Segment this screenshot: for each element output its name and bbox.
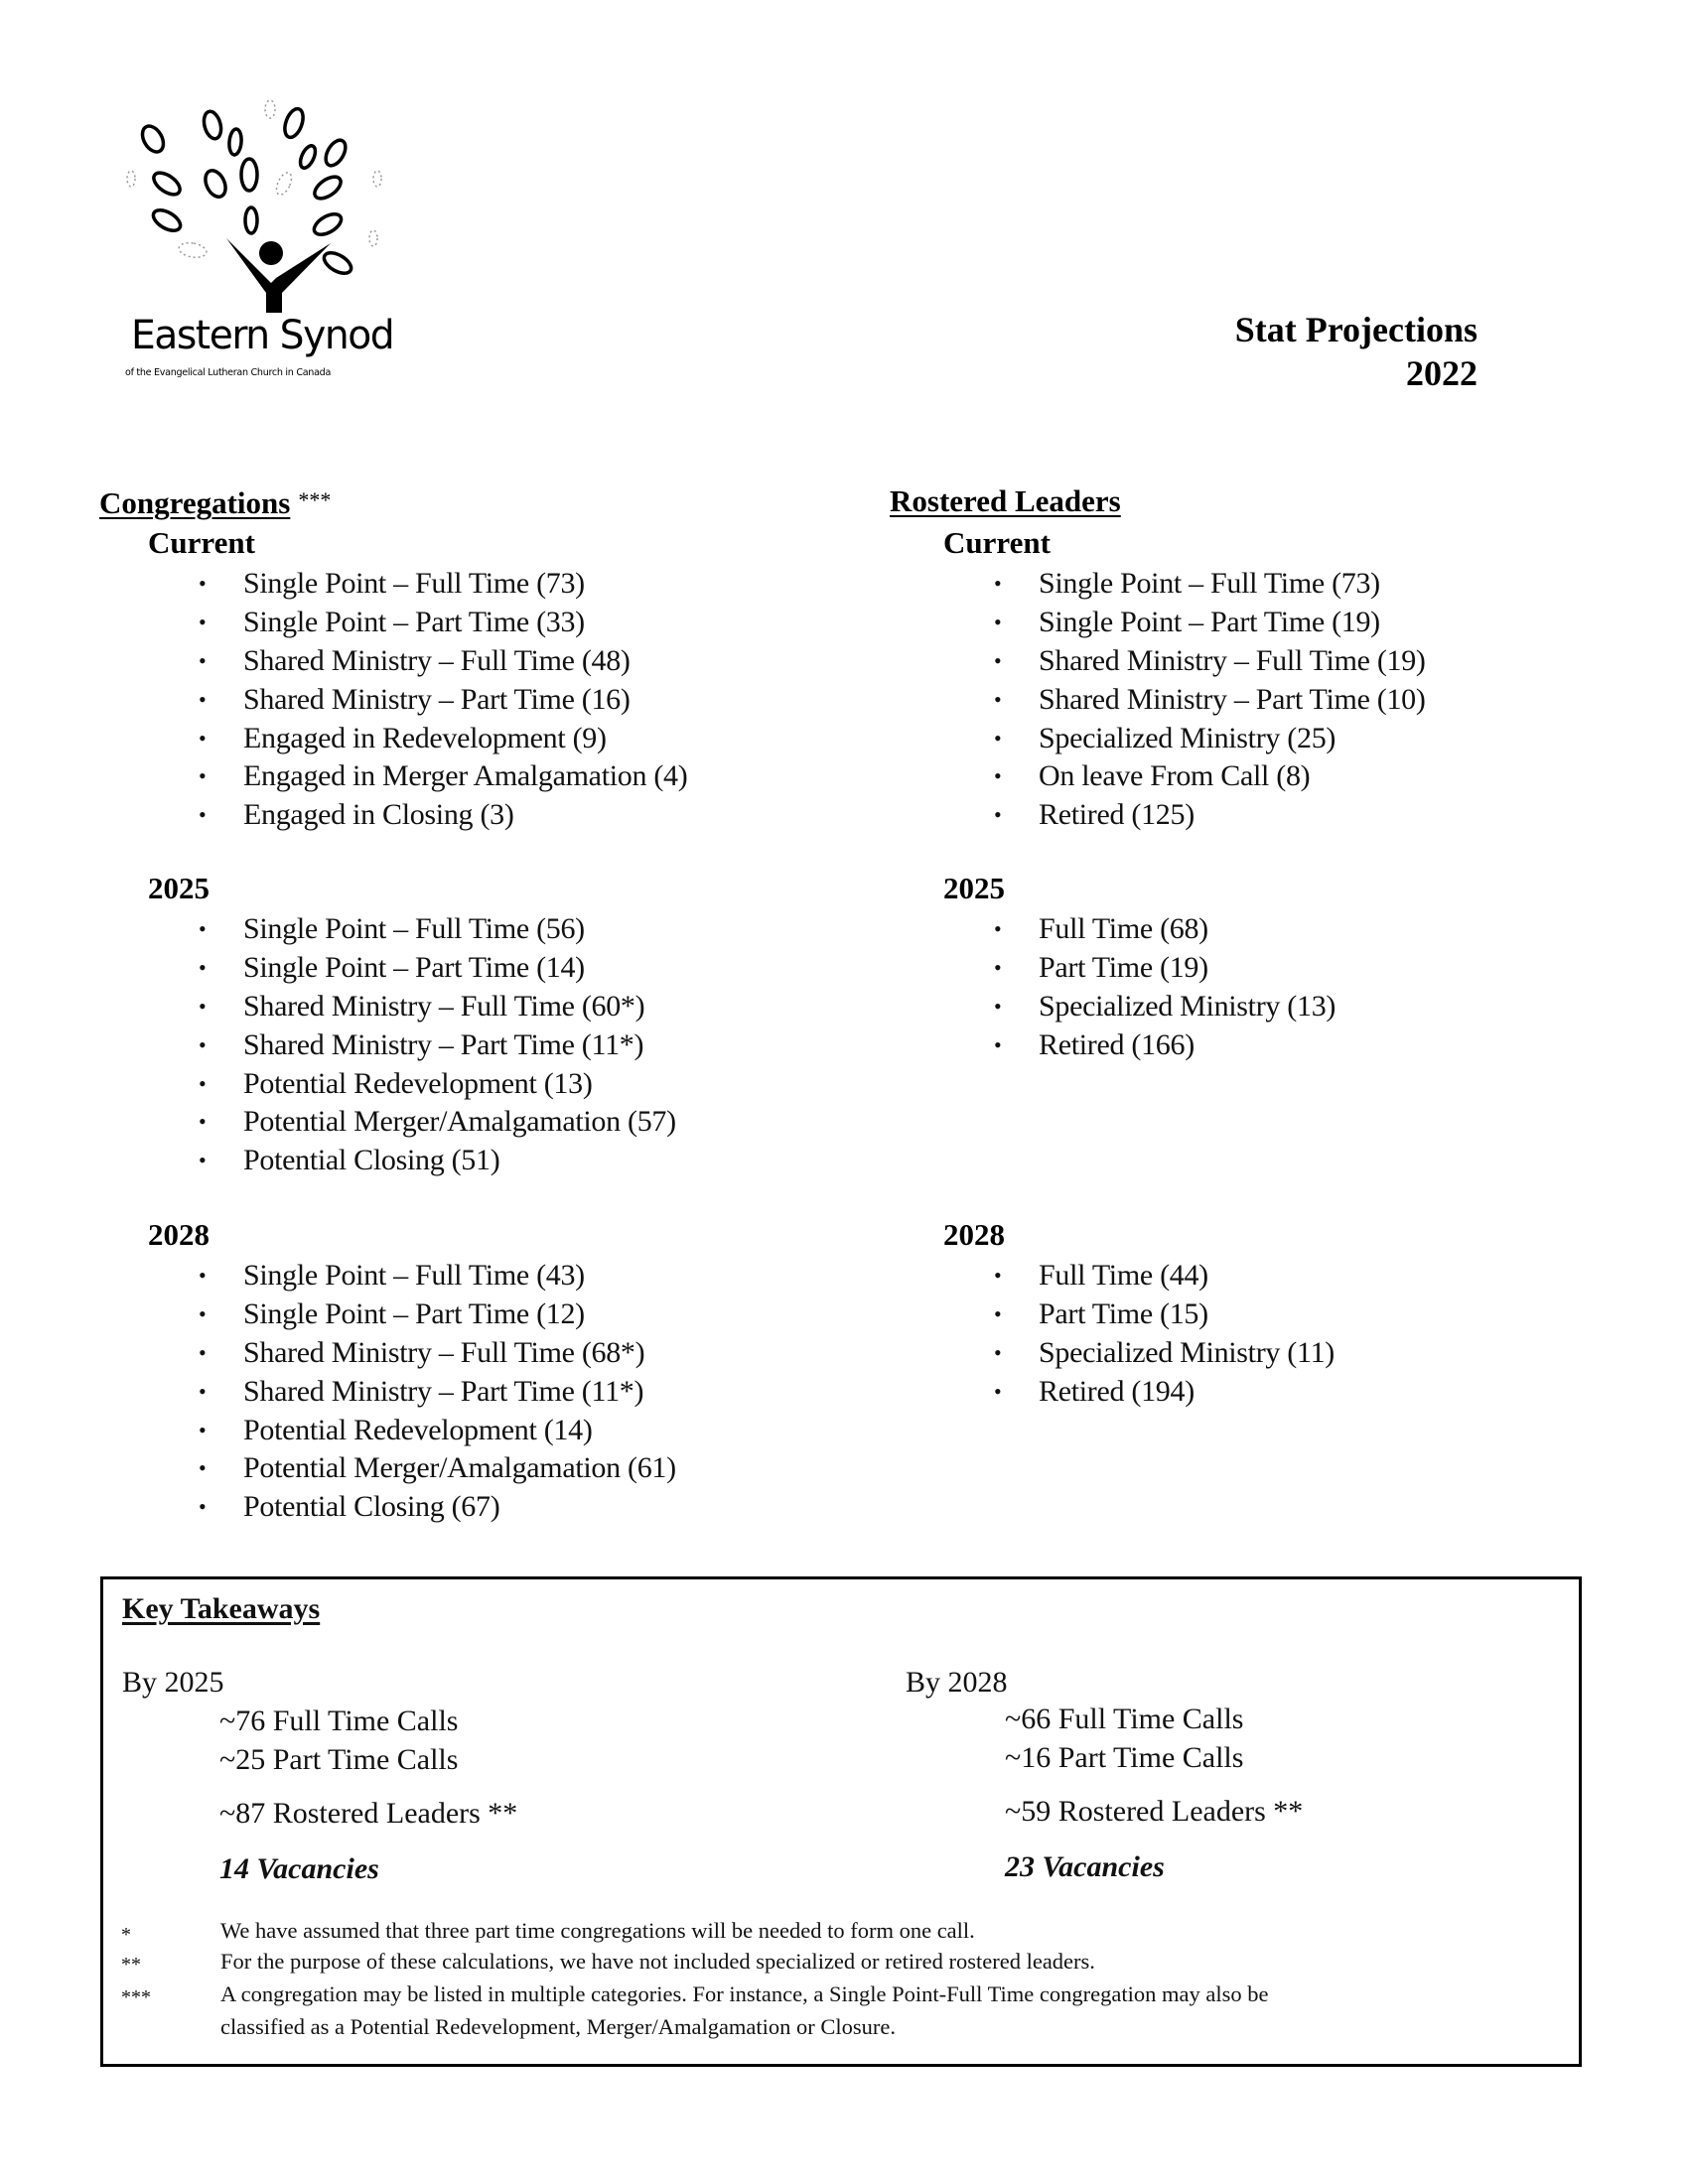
bullet-icon: • xyxy=(199,1109,207,1135)
takeaway-2028-vacancies: 23 Vacancies xyxy=(1005,1850,1165,1883)
list-item: • Potential Closing (51) xyxy=(199,1142,834,1180)
bullet-icon: • xyxy=(199,686,207,712)
footnote-text: We have assumed that three part time congregations will be needed to form one call. xyxy=(220,1918,975,1943)
bullet-icon: • xyxy=(199,725,207,751)
bullet-icon: • xyxy=(199,609,207,634)
takeaway-2028-label: By 2028 xyxy=(906,1666,1008,1699)
bullet-icon: • xyxy=(199,954,207,980)
list-item: • Potential Redevelopment (14) xyxy=(199,1412,834,1450)
bullet-icon: • xyxy=(199,1455,207,1481)
bullet-icon: • xyxy=(199,1339,207,1365)
eastern-synod-logo xyxy=(117,79,395,387)
rostered-2025-heading: 2025 xyxy=(943,871,1005,905)
takeaway-2025-full-time: ~76 Full Time Calls xyxy=(219,1705,459,1737)
list-item: • Engaged in Merger Amalgamation (4) xyxy=(199,757,834,796)
bullet-icon: • xyxy=(199,1070,207,1096)
takeaway-2028-rostered: ~59 Rostered Leaders ** xyxy=(1005,1795,1304,1828)
takeaway-2025-part-time: ~25 Part Time Calls xyxy=(219,1743,459,1776)
bullet-icon: • xyxy=(994,993,1002,1019)
bullet-icon: • xyxy=(994,802,1002,828)
list-item: • Specialized Ministry (11) xyxy=(994,1334,1610,1373)
congregations-current-heading: Current xyxy=(148,525,255,560)
list-item: • Shared Ministry – Full Time (48) xyxy=(199,642,834,681)
footnote-text: A congregation may be listed in multiple categories. For instance, a Single Point-Full Time congregation may also be xyxy=(220,1981,1269,2006)
rostered-2025-list xyxy=(994,910,1610,1065)
congregations-2028-heading: 2028 xyxy=(148,1217,210,1252)
bullet-icon: • xyxy=(199,916,207,941)
rostered-current-heading: Current xyxy=(943,525,1051,560)
list-item: • Retired (125) xyxy=(994,796,1610,835)
list-item: • Potential Closing (67) xyxy=(199,1488,834,1527)
rostered-2028-heading: 2028 xyxy=(943,1217,1005,1252)
bullet-icon: • xyxy=(994,686,1002,712)
footnote-marker: ** xyxy=(121,1954,141,1976)
takeaway-2025-rostered: ~87 Rostered Leaders ** xyxy=(219,1797,518,1830)
list-item: • Single Point – Part Time (14) xyxy=(199,949,834,988)
takeaway-2028-full-time: ~66 Full Time Calls xyxy=(1005,1703,1244,1735)
list-item: • Potential Redevelopment (13) xyxy=(199,1065,834,1104)
bullet-icon: • xyxy=(199,1148,207,1173)
rostered-2028-list xyxy=(994,1257,1610,1412)
list-item: • Shared Ministry – Part Time (10) xyxy=(994,681,1610,720)
congregations-heading xyxy=(99,485,331,521)
bullet-icon: • xyxy=(199,1417,207,1442)
rostered-current-list xyxy=(994,565,1610,835)
list-item: • Part Time (15) xyxy=(994,1296,1610,1334)
footnote-marker: *** xyxy=(121,1986,151,2008)
footnote-text-continuation: classified as a Potential Redevelopment, Merger/Amalgamation or Closure. xyxy=(220,2014,897,2039)
congregations-footnote-marker: *** xyxy=(298,487,332,512)
footnote-text: For the purpose of these calculations, we have not included specialized or retired rostered leaders. xyxy=(220,1949,1095,1974)
list-item: • Shared Ministry – Part Time (11*) xyxy=(199,1373,834,1412)
bullet-icon: • xyxy=(994,571,1002,596)
list-item: • Single Point – Part Time (19) xyxy=(994,604,1610,642)
list-item: • Engaged in Closing (3) xyxy=(199,796,834,835)
bullet-icon: • xyxy=(199,763,207,789)
bullet-icon: • xyxy=(994,647,1002,673)
list-item: • Single Point – Full Time (73) xyxy=(994,565,1610,604)
bullet-icon: • xyxy=(994,1378,1002,1404)
list-item: • Shared Ministry – Full Time (60*) xyxy=(199,988,834,1026)
rostered-leaders-heading: Rostered Leaders xyxy=(890,483,1121,518)
takeaway-2025-label: By 2025 xyxy=(122,1666,224,1699)
bullet-icon: • xyxy=(199,1494,207,1520)
congregations-2025-heading: 2025 xyxy=(148,871,210,905)
list-item: • Single Point – Part Time (12) xyxy=(199,1296,834,1334)
list-item: • Full Time (68) xyxy=(994,910,1610,949)
list-item: • Specialized Ministry (25) xyxy=(994,720,1610,758)
congregations-2028-list xyxy=(199,1257,834,1527)
bullet-icon: • xyxy=(994,1031,1002,1057)
bullet-icon: • xyxy=(199,802,207,828)
list-item: • Part Time (19) xyxy=(994,949,1610,988)
bullet-icon: • xyxy=(994,1300,1002,1326)
page-title xyxy=(1235,308,1477,395)
takeaway-2025-vacancies: 14 Vacancies xyxy=(219,1852,379,1885)
bullet-icon: • xyxy=(994,1339,1002,1365)
list-item: • Potential Merger/Amalgamation (57) xyxy=(199,1103,834,1142)
bullet-icon: • xyxy=(994,725,1002,751)
key-takeaways-heading: Key Takeaways xyxy=(122,1592,321,1625)
bullet-icon: • xyxy=(994,916,1002,941)
list-item: • Shared Ministry – Part Time (11*) xyxy=(199,1026,834,1065)
bullet-icon: • xyxy=(994,763,1002,789)
list-item: • Potential Merger/Amalgamation (61) xyxy=(199,1449,834,1488)
list-item: • Specialized Ministry (13) xyxy=(994,988,1610,1026)
bullet-icon: • xyxy=(994,954,1002,980)
bullet-icon: • xyxy=(199,993,207,1019)
bullet-icon: • xyxy=(199,571,207,596)
congregations-2025-list xyxy=(199,910,834,1180)
bullet-icon: • xyxy=(994,1263,1002,1288)
bullet-icon: • xyxy=(199,1300,207,1326)
footnote-marker: * xyxy=(121,1924,131,1946)
list-item: • Retired (166) xyxy=(994,1026,1610,1065)
tree-person-icon xyxy=(117,79,395,313)
list-item: • Engaged in Redevelopment (9) xyxy=(199,720,834,758)
list-item: • Single Point – Part Time (33) xyxy=(199,604,834,642)
takeaway-2028-part-time: ~16 Part Time Calls xyxy=(1005,1741,1244,1774)
page-title-line1: Stat Projections xyxy=(1234,310,1477,349)
logo-subtitle: of the Evangelical Lutheran Church in Canada xyxy=(125,367,332,378)
bullet-icon: • xyxy=(199,1263,207,1288)
list-item: • Shared Ministry – Full Time (19) xyxy=(994,642,1610,681)
list-item: • Shared Ministry – Full Time (68*) xyxy=(199,1334,834,1373)
congregations-current-list xyxy=(199,565,834,835)
bullet-icon: • xyxy=(199,1378,207,1404)
logo-name: Eastern Synod xyxy=(131,313,394,358)
bullet-icon: • xyxy=(994,609,1002,634)
bullet-icon: • xyxy=(199,1031,207,1057)
list-item: • Single Point – Full Time (43) xyxy=(199,1257,834,1296)
congregations-heading-text: Congregations xyxy=(99,485,291,520)
bullet-icon: • xyxy=(199,647,207,673)
list-item: • Full Time (44) xyxy=(994,1257,1610,1296)
page-title-year: 2022 xyxy=(1406,353,1477,393)
list-item: • Single Point – Full Time (73) xyxy=(199,565,834,604)
list-item: • Retired (194) xyxy=(994,1373,1610,1412)
list-item: • Shared Ministry – Part Time (16) xyxy=(199,681,834,720)
list-item: • On leave From Call (8) xyxy=(994,757,1610,796)
list-item: • Single Point – Full Time (56) xyxy=(199,910,834,949)
